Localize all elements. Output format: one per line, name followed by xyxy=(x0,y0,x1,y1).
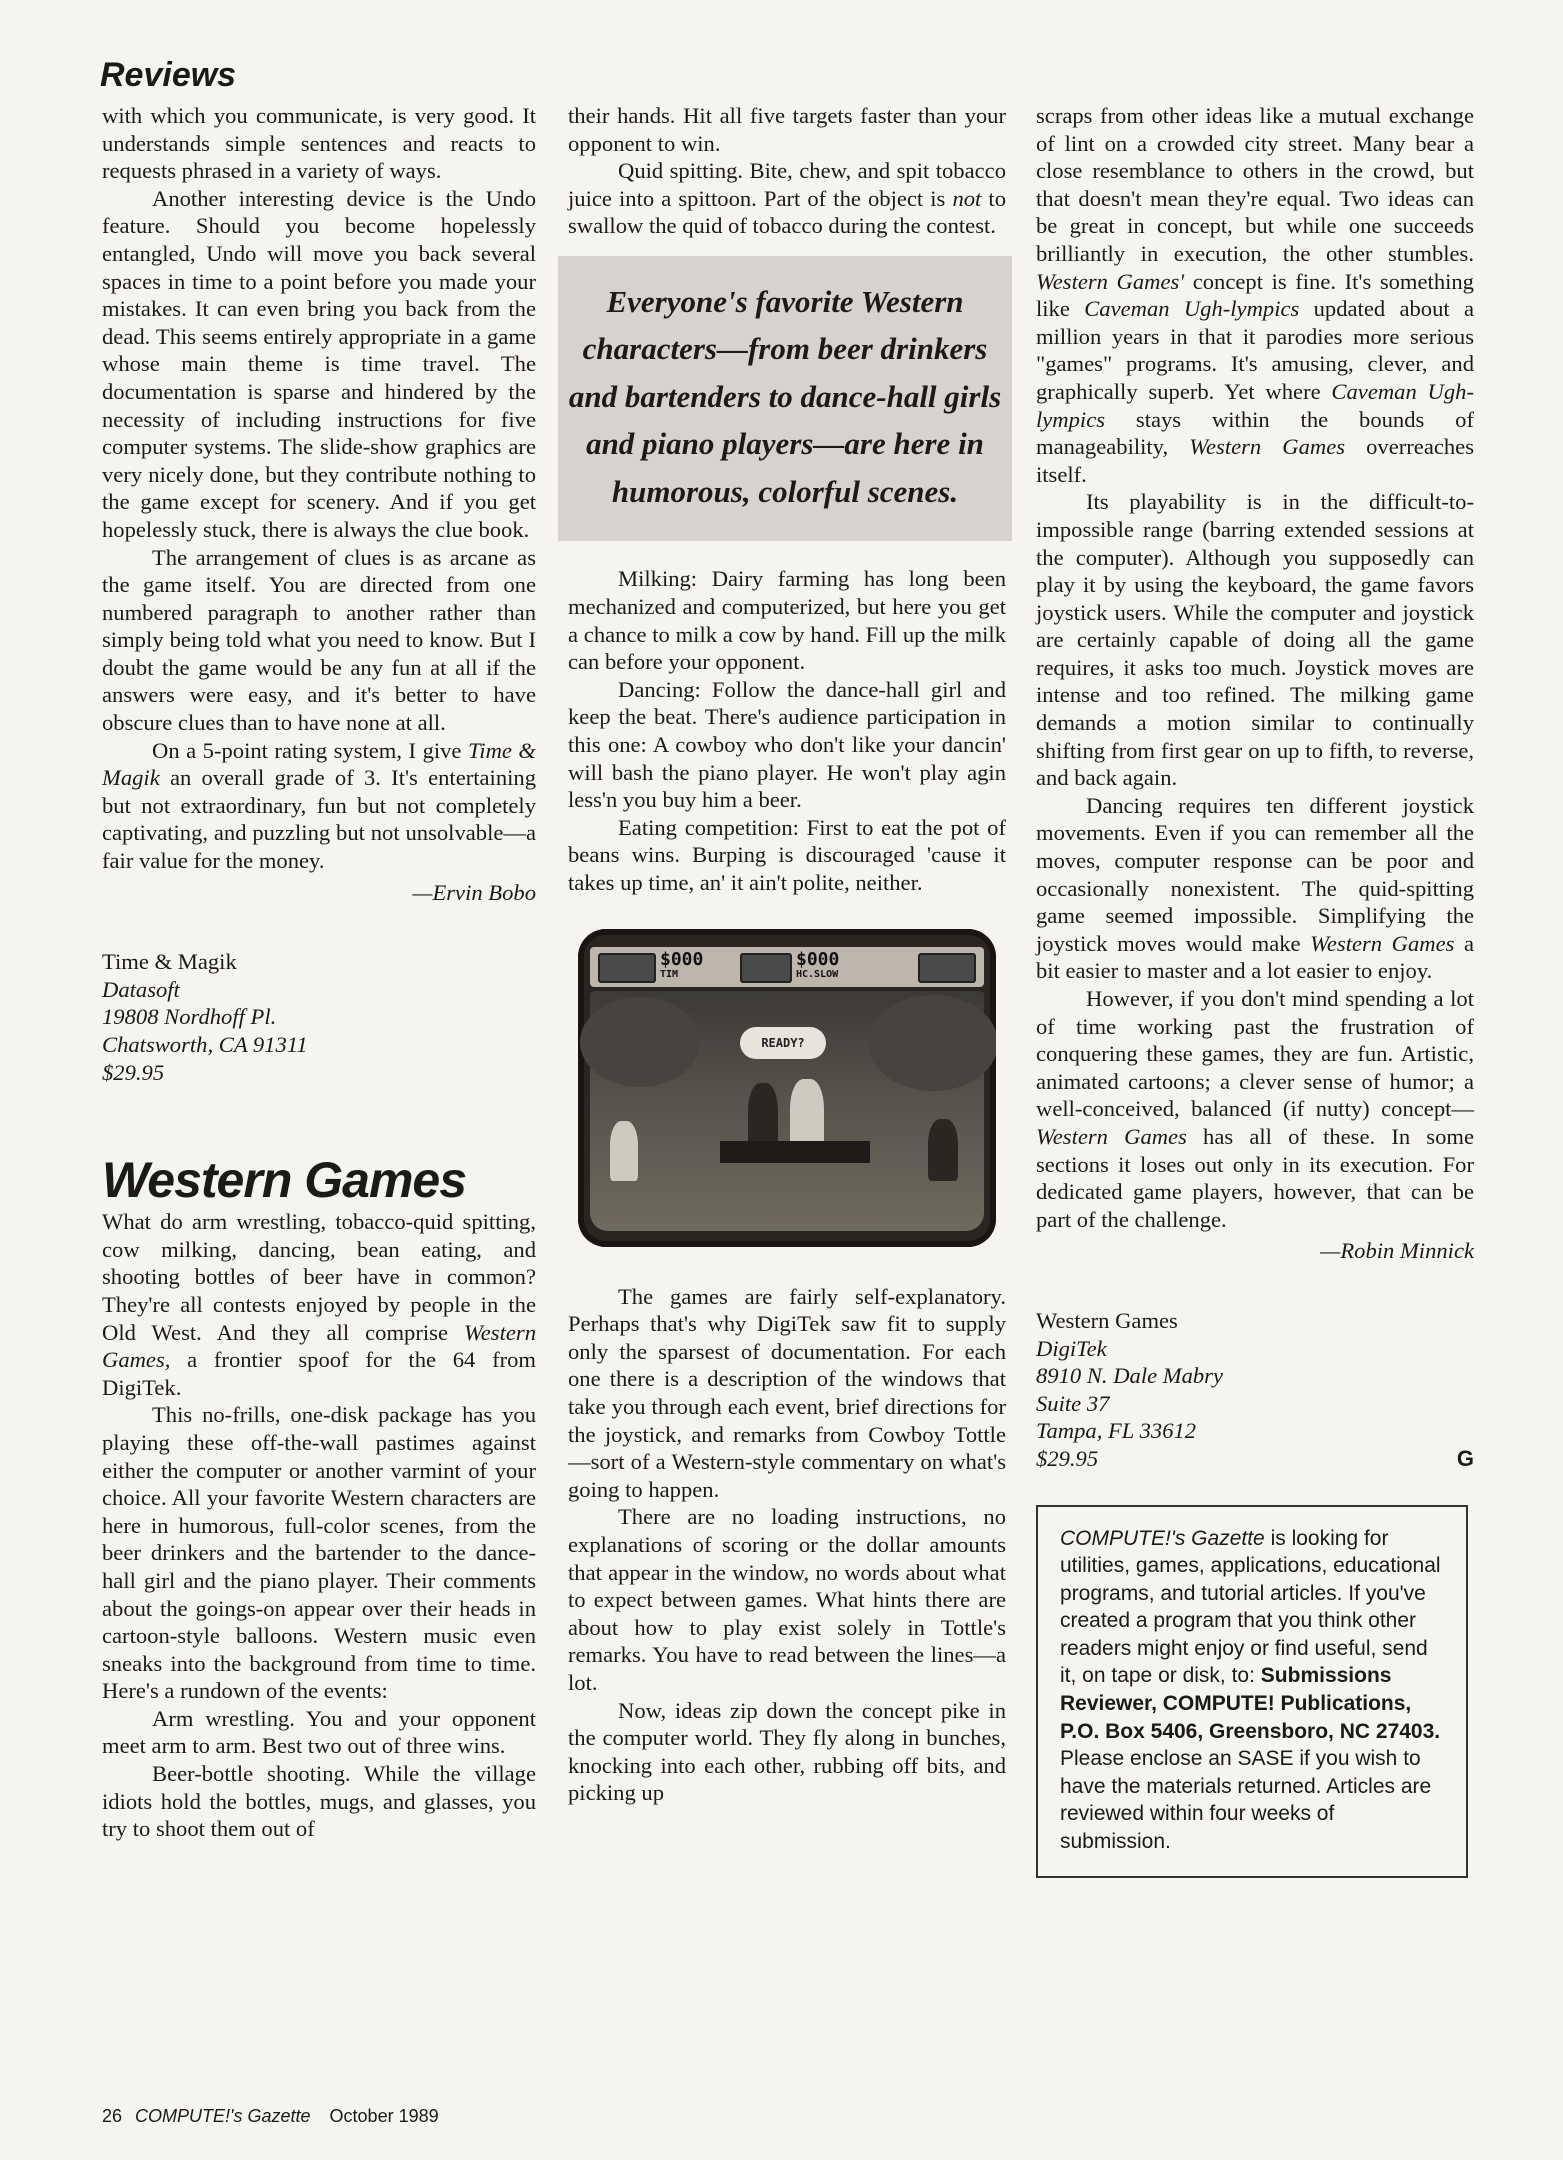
paragraph: Now, ideas zip down the concept pike in the computer world. They fly along in bunches, knocking into each other, rubbing off bits, and picking up xyxy=(568,1697,1006,1806)
paragraph: Eating competition: First to eat the pot of beans wins. Burping is discouraged 'cause it takes up time, an' it ain't polite, neither. xyxy=(568,814,1006,895)
text-run: stays within the bounds of manageability, xyxy=(1036,406,1474,460)
magazine-name: COMPUTE!'s Gazette xyxy=(135,2106,311,2126)
score-right xyxy=(796,948,840,981)
score-value: $000 xyxy=(796,948,840,970)
text-run: concept is fine. It's something like xyxy=(1036,268,1474,322)
address-line: 8910 N. Dale Mabry xyxy=(1036,1363,1224,1389)
arm-icon xyxy=(918,953,976,983)
player-name: TIM xyxy=(660,968,679,980)
text-run: updated about a million years in that it parodies more serious "games" programs. It's amusing, clever, and graphically superb. Yet where xyxy=(1036,296,1475,404)
product-title: Western Games xyxy=(1310,930,1455,956)
score-value: $000 xyxy=(660,948,704,970)
price: $29.95 xyxy=(1036,1445,1099,1471)
text-run: scraps from other ideas like a mutual exchange of lint on a crowded city street. Many bear a close resemblance to others in the crowd, but that doesn't mean they're equal. Two ideas can be great in concept, but while one succeeds brilliantly in execution, the other stumbles. xyxy=(1036,103,1474,266)
product-title: Caveman Ugh-lympics xyxy=(1036,378,1474,432)
score-bar xyxy=(590,947,984,987)
paragraph xyxy=(1036,102,1474,488)
paragraph: Another interesting device is the Undo feature. Should you become hopelessly entangled, Undo will move you back several spaces in time to a point before you made your mistakes. It can even bring you back from the dead. This seems entirely appropriate in a game whose main theme is time travel. The documentation is sparse and hindered by the necessity of including instructions for five computer systems. The slide-show graphics are very nicely done, but they contribute nothing to the game except for scenery. And if you get hopelessly stuck, there is always the clue book. xyxy=(102,185,536,542)
text-run: a frontier spoof for the 64 from DigiTek. xyxy=(102,1347,536,1400)
rating-paragraph xyxy=(102,737,536,875)
emphasis: not xyxy=(952,185,982,211)
publisher: DigiTek xyxy=(1036,1335,1107,1361)
price: $29.95 xyxy=(102,1059,165,1085)
address-line: Chatsworth, CA 91311 xyxy=(102,1032,308,1057)
paragraph: with which you communicate, is very good. It understands simple sentences and reacts to requests phrased in a variety of ways. xyxy=(102,103,536,184)
column-2 xyxy=(568,102,1006,1807)
table xyxy=(720,1141,870,1163)
address-line: 19808 Nordhoff Pl. xyxy=(102,1004,277,1030)
spectator-figure xyxy=(928,1119,958,1181)
reviewer-signature: —Ervin Bobo xyxy=(412,879,536,905)
column-1 xyxy=(102,102,536,1843)
text-run: overreaches itself. xyxy=(1036,434,1474,487)
publisher: Datasoft xyxy=(102,976,180,1002)
game-scene xyxy=(590,991,984,1231)
score-left xyxy=(660,948,704,981)
magazine-title: COMPUTE!'s Gazette xyxy=(1060,1526,1265,1550)
paragraph: The games are fairly self-explanatory. Perhaps that's why DigiTek saw fit to supply only the sparsest of documentation. For each one there is a description of the windows that take you through each event, brief directions for the joystick, and remarks from Cowboy Tottle—sort of a Western-style commentary on what's going to happen. xyxy=(568,1283,1006,1502)
paragraph: Dancing: Follow the dance-hall girl and keep the beat. There's audience participation in this one: A cowboy who don't like your dancin' will bash the piano player. He won't play agin less'n you buy him a beer. xyxy=(568,676,1006,813)
paragraph: Arm wrestling. You and your opponent meet arm to arm. Best two out of three wins. xyxy=(102,1705,536,1759)
address-line: Suite 37 xyxy=(1036,1390,1110,1416)
intro-paragraph xyxy=(102,1208,536,1401)
end-mark: G xyxy=(1456,1445,1474,1471)
bottle-icon xyxy=(740,953,792,983)
article-title: Western Games xyxy=(102,1152,467,1209)
text-run: Quid spitting. Bite, chew, and spit tobacco juice into a spittoon. Part of the object is xyxy=(568,158,1006,211)
paragraph: Beer-bottle shooting. While the village idiots hold the bottles, mugs, and glasses, you try to shoot them out of xyxy=(102,1761,536,1842)
text-run: an overall grade of 3. It's entertaining but not extraordinary, fun but not completely captivating, and puzzling but not unsolvable—a fair value for the money. xyxy=(102,765,536,874)
product-info-block xyxy=(1036,1307,1474,1473)
paragraph xyxy=(568,157,1006,240)
issue-date: October 1989 xyxy=(329,2106,439,2126)
reviewer-signature: —Robin Minnick xyxy=(1320,1238,1474,1264)
tree-icon xyxy=(580,997,700,1087)
product-name: Western Games xyxy=(1036,1307,1178,1333)
pull-quote: Everyone's favorite Western characters—from beer drinkers and bartenders to dance-hall girls and piano players—are here in humorous, colorful scenes. xyxy=(558,256,1012,542)
text-run: has all of these. In some sections it loses out only in its execution. For dedicated game players, however, that can be part of the challenge. xyxy=(1036,1123,1474,1232)
text-run: Dancing requires ten different joystick movements. Even if you can remember all the moves, computer response can be poor and occasionally nonexistent. The quid-spitting game seemed impossible. Simplifying the joystick moves would make xyxy=(1036,792,1474,956)
game-screenshot xyxy=(578,929,996,1247)
paragraph xyxy=(1036,792,1474,985)
paragraph: Milking: Dairy farming has long been mechanized and computerized, but here you get a chance to milk a cow by hand. Fill up the milk can before your opponent. xyxy=(568,566,1006,675)
paragraph: Its playability is in the difficult-to-impossible range (barring extended sessions at the computer). Although you supposedly can play it by using the keyboard, the game favors joystick users. While the computer and joystick are certainly capable of doing all the game requires, it asks too much. Joystick moves are intense and too refined. The milking game demands a motion similar to continually shifting from first gear on up to fifth, to reverse, and back again. xyxy=(1036,489,1474,791)
text-run: What do arm wrestling, tobacco-quid spitting, cow milking, dancing, bean eating, and shooting bottles of beer have in common? They're all contests enjoyed by people in the Old West. And they all comprise xyxy=(102,1209,536,1345)
paragraph: This no-frills, one-disk package has you playing these off-the-wall pastimes against either the computer or another varmint of your choice. All your favorite Western characters are here in humorous, full-color scenes, from the beer drinkers and the bartender to the dance-hall girl and the piano player. Their comments about the goings-on appear over their heads in cartoon-style balloons. Western music even sneaks into the background from time to time. Here's a rundown of the events: xyxy=(102,1402,536,1704)
column-3 xyxy=(1036,102,1474,1878)
product-title: Caveman Ugh-lympics xyxy=(1084,296,1300,322)
paragraph: their hands. Hit all five targets faster than your opponent to win. xyxy=(568,103,1006,156)
paragraph: There are no loading instructions, no explanations of scoring or the dollar amounts that appear in the window, no words about what to expect between games. What hints there are about how to play exist solely in Tottle's remarks. You have to read between the lines—a lot. xyxy=(568,1504,1006,1695)
paragraph xyxy=(1036,985,1474,1233)
address-line: Tampa, FL 33612 xyxy=(1036,1418,1197,1444)
spectator-figure xyxy=(610,1121,638,1181)
submission-callout xyxy=(1036,1505,1468,1878)
text-run: On a 5-point rating system, I give xyxy=(152,737,468,763)
arm-icon xyxy=(598,953,656,983)
product-title: Western Games, xyxy=(102,1319,536,1373)
product-info-block xyxy=(102,948,536,1086)
text-run: a bit easier to master and a lot easier to enjoy. xyxy=(1036,930,1474,984)
text-run: to swallow the quid of tobacco during the contest. xyxy=(568,185,1006,239)
paragraph: The arrangement of clues is as arcane as the game itself. You are directed from one numbered paragraph to another rather than simply being told what you need to know. But I doubt the game would be any fun at all if the answers were easy, and it's better to have obscure clues than to have none at all. xyxy=(102,544,536,736)
product-title: Western Games' xyxy=(1036,268,1185,294)
page-number: 26 xyxy=(102,2106,123,2126)
speech-balloon: READY? xyxy=(740,1027,826,1059)
product-title: Western Games xyxy=(1036,1123,1187,1149)
product-title: Western Games xyxy=(1189,434,1346,460)
player-name: HC.SLOW xyxy=(796,968,839,980)
page-footer xyxy=(102,2106,447,2127)
product-title: Time & Magik xyxy=(102,737,536,791)
text-run: is looking for utilities, games, applications, educational programs, and tutorial articles. If you've created a program that you think other readers might enjoy or find useful, send it, on tape or disk, to: xyxy=(1060,1526,1441,1688)
text-run: Please enclose an SASE if you wish to have the materials returned. Articles are reviewed within four weeks of submission. xyxy=(1060,1747,1432,1854)
text-run: However, if you don't mind spending a lot of time working past the frustration of conquering these games, they are fun. Artistic, animated cartoons; a clever sense of humor; a well-conceived, balanced (if nutty) concept— xyxy=(1036,986,1474,1122)
submission-address: Submissions Reviewer, COMPUTE! Publications, P.O. Box 5406, Greensboro, NC 27403. xyxy=(1060,1664,1441,1743)
product-name: Time & Magik xyxy=(102,949,237,975)
section-header: Reviews xyxy=(100,56,237,94)
tree-icon xyxy=(868,995,996,1091)
